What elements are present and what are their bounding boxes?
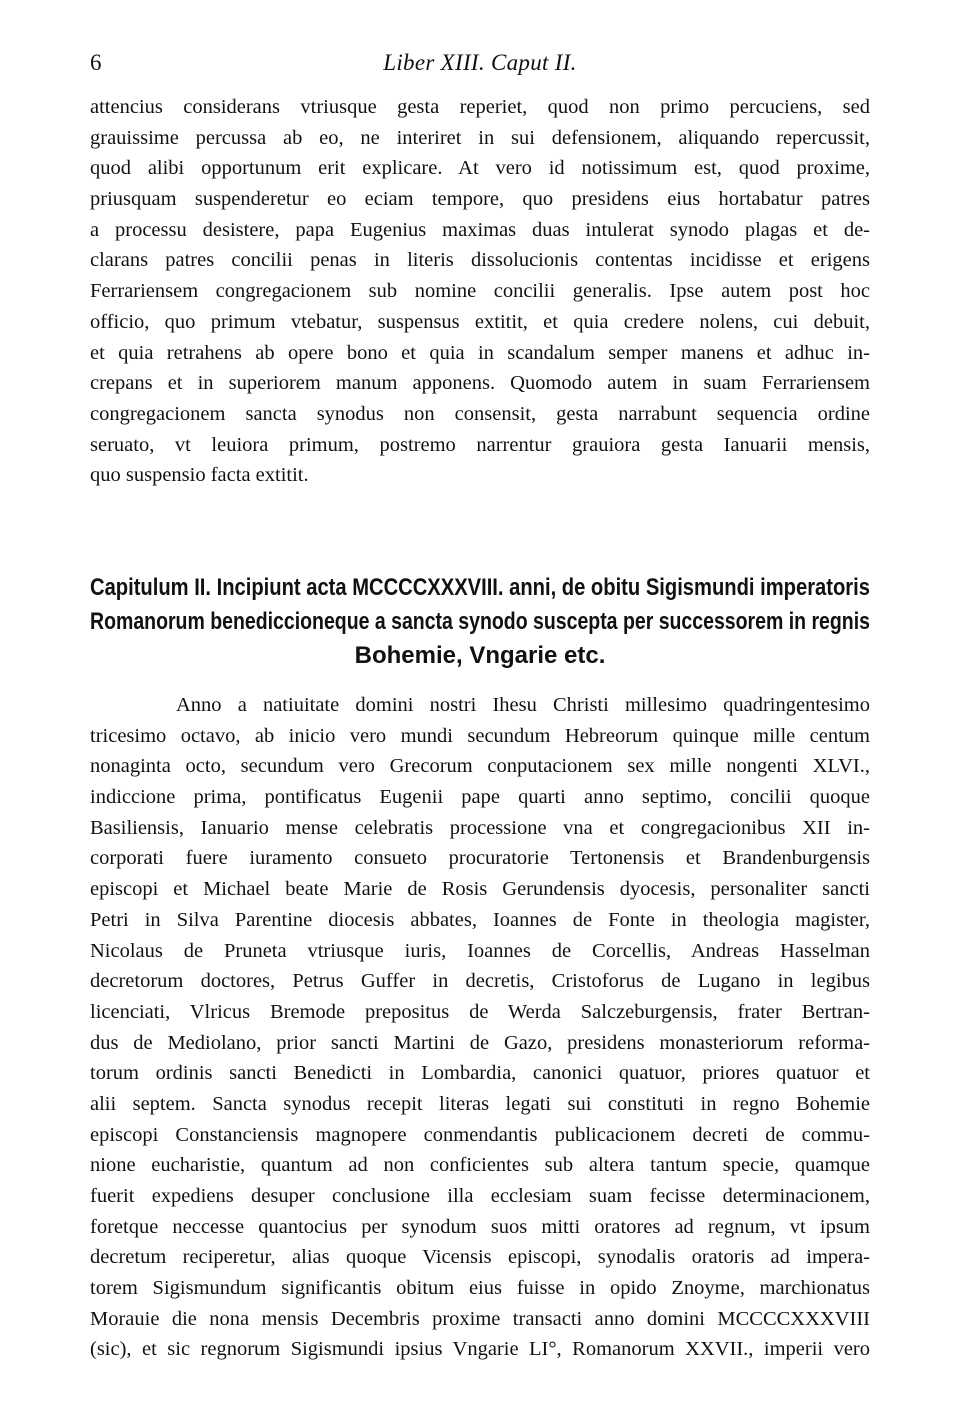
paragraph-line: nonaginta octo, secundum vero Grecorum conputacionem sex mille nongenti XLVI.,	[90, 755, 870, 778]
paragraph-1	[90, 92, 870, 491]
chapter-heading-line: Bohemie, Vngarie etc.	[354, 642, 606, 669]
paragraph-line: decretum reciperetur, alias quoque Vicensis episcopi, synodalis oratoris ad impera-	[90, 1246, 870, 1269]
paragraph-line: decretorum doctores, Petrus Guffer in decretis, Cristoforus de Lugano in legibus	[90, 970, 870, 993]
paragraph-line: et quia retrahens ab opere bono et quia in scandalum semper manens et adhuc in-	[90, 341, 870, 364]
paragraph-line: torum ordinis sancti Benedicti in Lombardia, canonici quatuor, priores quatuor et	[90, 1062, 870, 1085]
chapter-heading-line: Capitulum II. Incipiunt acta MCCCCXXXVIII. anni, de obitu Sigismundi imperatoris	[90, 574, 870, 601]
paragraph-line: nione eucharistie, quantum ad non conficientes sub altera tantum specie, quamque	[90, 1154, 870, 1177]
paragraph-line: Morauie die nona mensis Decembris proxime transacti anno domini MCCCCXXXVIII	[90, 1307, 870, 1330]
paragraph-line: corporati fuere iuramento consueto procuratorie Tertonensis et Brandenburgensis	[90, 847, 870, 870]
page-number: 6	[90, 50, 102, 75]
chapter-heading-line: Romanorum benediccioneque a sancta synodo suscepta per successorem in regnis	[90, 608, 870, 635]
paragraph-line: torem Sigismundum significantis obitum eius fuisse in opido Znoyme, marchionatus	[90, 1277, 870, 1300]
paragraph-line: episcopi et Michael beate Marie de Rosis Gerundensis dyocesis, personaliter sancti	[90, 878, 870, 901]
paragraph-line: Nicolaus de Pruneta vtriusque iuris, Ioannes de Corcellis, Andreas Hasselman	[90, 939, 870, 962]
paragraph-line: Ferrariensem congregacionem sub nomine concilii generalis. Ipse autem post hoc	[90, 280, 870, 303]
paragraph-line: Anno a natiuitate domini nostri Ihesu Christi millesimo quadringentesimo	[176, 694, 870, 716]
paragraph-line: fuerit expediens desuper conclusione illa ecclesiam suam fecisse determinacionem,	[90, 1185, 870, 1207]
paragraph-line: priusquam suspenderetur eo eciam tempore, quo presidens eius hortabatur patres	[90, 188, 870, 211]
paragraph-line: quod alibi opportunum erit explicare. At vero id notissimum est, quod proxime,	[90, 157, 870, 180]
paragraph-line: tricesimo octavo, ab inicio vero mundi secundum Hebreorum quinque mille centum	[90, 724, 870, 747]
running-head	[90, 48, 870, 78]
paragraph-line: attencius considerans vtriusque gesta reperiet, quod non primo percuciens, sed	[90, 96, 870, 118]
paragraph-line: (sic), et sic regnorum Sigismundi ipsius Vngarie LI°, Romanorum XXVII., imperii vero	[90, 1338, 870, 1361]
paragraph-line: episcopi Constanciensis magnopere conmendantis publicacionem decreti de commu-	[90, 1123, 870, 1146]
paragraph-line: officio, quo primum vtebatur, suspensus extitit, et quia credere nolens, cui debuit,	[90, 310, 870, 333]
chapter-heading	[90, 571, 870, 673]
paragraph-line: alii septem. Sancta synodus recepit literas legati sui constituti in regno Bohemie	[90, 1092, 870, 1115]
paragraph-line: a processu desistere, papa Eugenius maximas duas intulerat synodo plagas et de-	[90, 218, 870, 241]
paragraph-line: indiccione prima, pontificatus Eugenii pape quarti anno septimo, concilii quoque	[90, 786, 870, 809]
paragraph-line: dus de Mediolano, prior sancti Martini de Gazo, presidens monasteriorum reforma-	[90, 1031, 870, 1054]
paragraph-line: licenciati, Vlricus Bremode prepositus de Werda Salczeburgensis, frater Bertran-	[90, 1000, 870, 1023]
paragraph-line: Petri in Silva Parentine diocesis abbates, Ioannes de Fonte in theologia magister,	[90, 908, 870, 931]
paragraph-line: foretque neccesse quantocius per synodum suos mitti oratores ad regnum, vt ipsum	[90, 1215, 870, 1238]
paragraph-line: clarans patres concilii penas in literis dissolucionis contentas incidisse et erigens	[90, 249, 870, 272]
paragraph-line: Basiliensis, Ianuario mense celebratis processione vna et congregacionibus XII in-	[90, 816, 870, 839]
running-title: Liber XIII. Caput II.	[383, 50, 577, 75]
paragraph-line: grauissime percussa ab eo, ne interiret in sui defensionem, aliquando repercussit,	[90, 126, 870, 149]
paragraph-2	[90, 690, 870, 1365]
paragraph-line: seruato, vt leuiora primum, postremo narrentur grauiora gesta Ianuarii mensis,	[90, 433, 870, 456]
paragraph-line: quo suspensio facta extitit.	[90, 464, 309, 487]
paragraph-line: crepans et in superiorem manum apponens. Quomodo autem in suam Ferrariensem	[90, 372, 870, 395]
paragraph-line: congregacionem sancta synodus non consensit, gesta narrabunt sequencia ordine	[90, 402, 870, 425]
